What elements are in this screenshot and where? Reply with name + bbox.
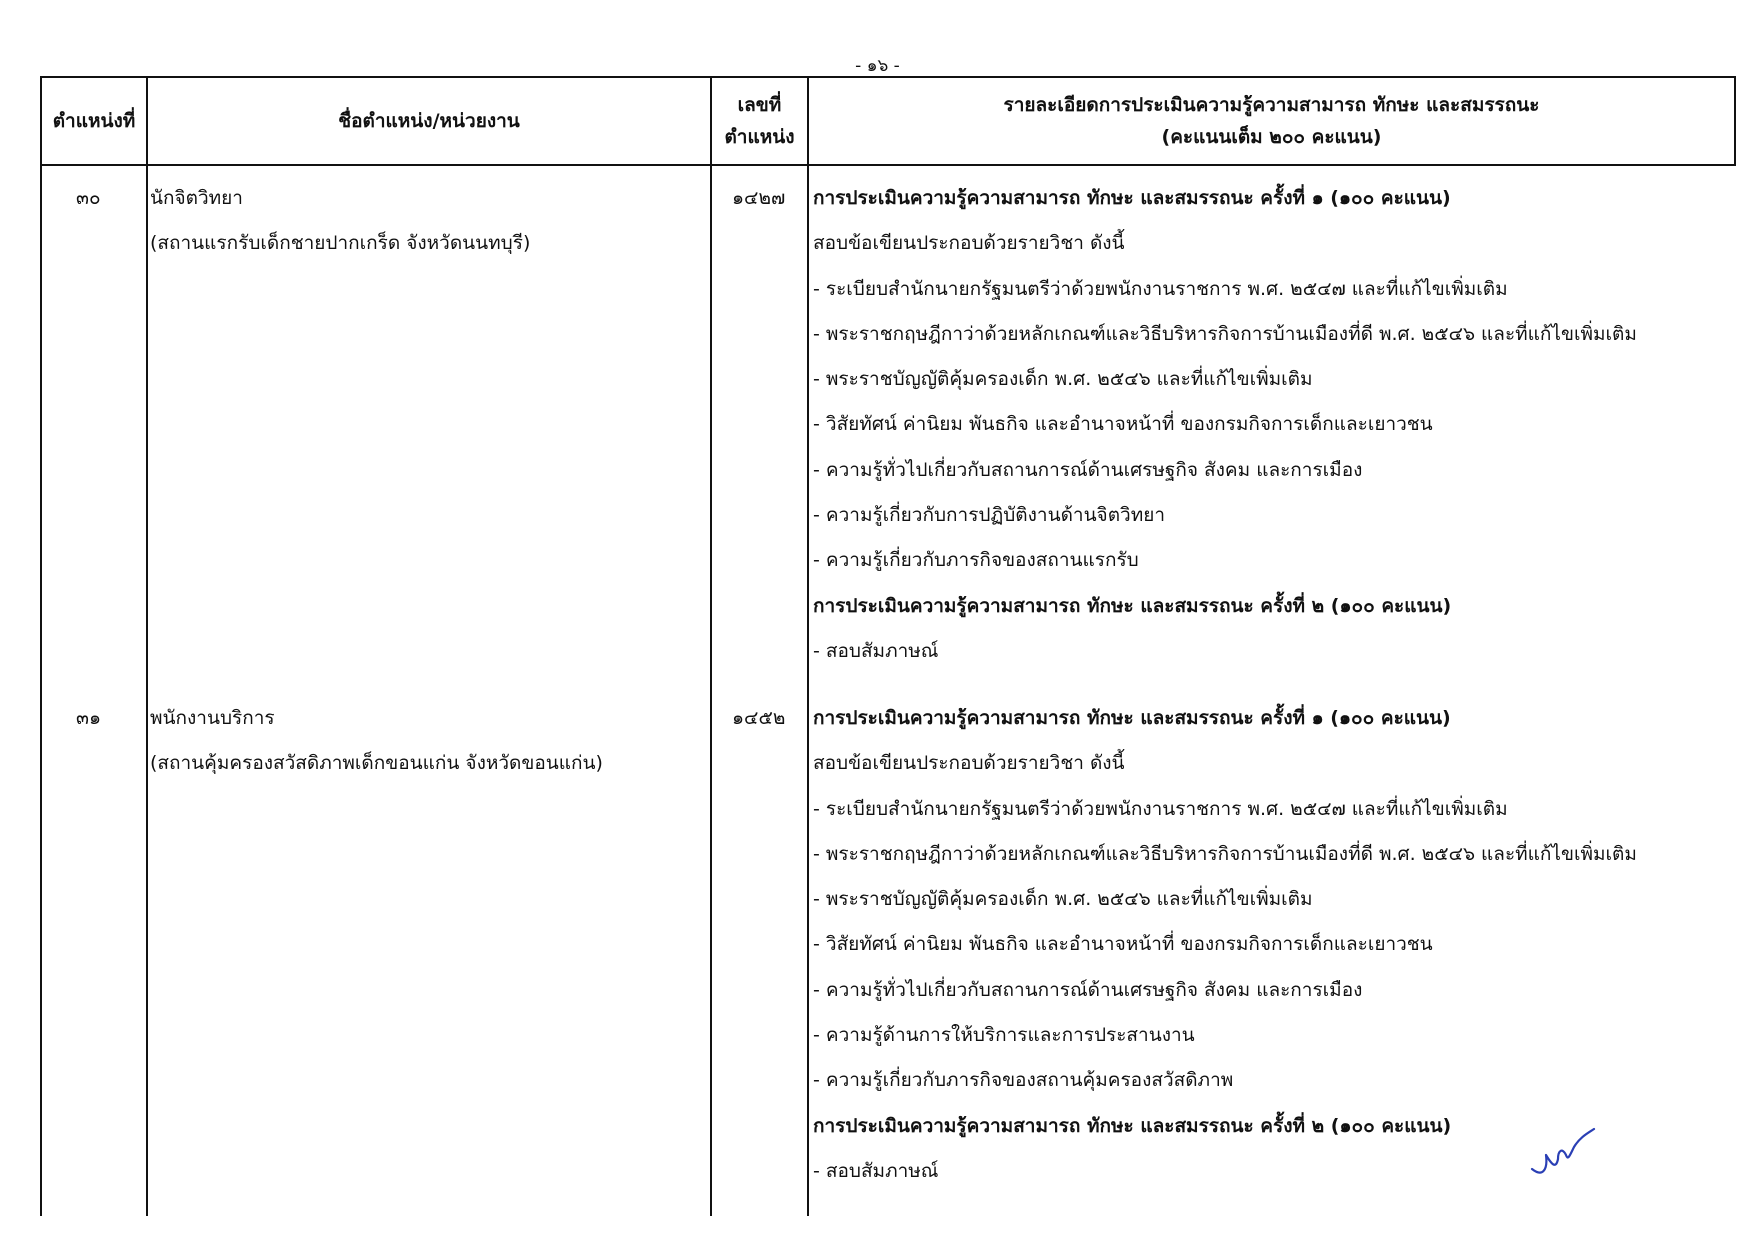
header-number-line1: เลขที่ (737, 94, 782, 116)
row-unit: (สถานแรกรับเด็กชายปากเกร็ด จังหวัดนนทบุรี) (150, 232, 531, 254)
row-title: นักจิตวิทยา (150, 187, 243, 209)
detail-line: - ความรู้ด้านการให้บริการและการประสานงาน (813, 1024, 1195, 1047)
row-number: ๑๔๒๗ (732, 187, 786, 209)
detail-line: - ความรู้เกี่ยวกับภารกิจของสถานแรกรับ (813, 549, 1139, 572)
detail-line: - พระราชกฤษฎีกาว่าด้วยหลักเกณฑ์และวิธีบริหารกิจการบ้านเมืองที่ดี พ.ศ. ๒๕๔๖ และที่แก้ไขเพิ่มเติม (813, 322, 1637, 345)
column-divider-3 (807, 76, 809, 1216)
header-detail-line2: (คะแนนเต็ม ๒๐๐ คะแนน) (1161, 126, 1382, 148)
row-title: พนักงานบริการ (150, 707, 275, 729)
detail-line: การประเมินความรู้ความสามารถ ทักษะ และสมรรถนะ ครั้งที่ ๒ (๑๐๐ คะแนน) (813, 1114, 1452, 1137)
detail-line: สอบข้อเขียนประกอบด้วยรายวิชา ดังนี้ (813, 752, 1125, 775)
header-number (712, 78, 807, 164)
row-details (813, 696, 1637, 1194)
detail-line: การประเมินความรู้ความสามารถ ทักษะ และสมรรถนะ ครั้งที่ ๑ (๑๐๐ คะแนน) (813, 187, 1451, 209)
column-divider-1 (146, 76, 148, 1216)
row-unit: (สถานคุ้มครองสวัสดิภาพเด็กขอนแก่น จังหวัดขอนแก่น) (150, 752, 603, 774)
evaluation-table (40, 76, 1736, 1216)
detail-line: การประเมินความรู้ความสามารถ ทักษะ และสมรรถนะ ครั้งที่ ๑ (๑๐๐ คะแนน) (813, 707, 1451, 729)
detail-line: - ความรู้ทั่วไปเกี่ยวกับสถานการณ์ด้านเศรษฐกิจ สังคม และการเมือง (813, 458, 1363, 481)
header-detail (809, 78, 1734, 164)
header-detail-line1: รายละเอียดการประเมินความรู้ความสามารถ ทักษะ และสมรรถนะ (1003, 94, 1540, 116)
header-title: ชื่อตำแหน่ง/หน่วยงาน (338, 110, 520, 132)
detail-line: - ความรู้เกี่ยวกับภารกิจของสถานคุ้มครองสวัสดิภาพ (813, 1069, 1234, 1092)
detail-line: - ระเบียบสำนักนายกรัฐมนตรีว่าด้วยพนักงานราชการ พ.ศ. ๒๕๔๗ และที่แก้ไขเพิ่มเติม (813, 277, 1508, 300)
header-position-no: ตำแหน่งที่ (52, 110, 136, 132)
detail-line: - วิสัยทัศน์ ค่านิยม พันธกิจ และอำนาจหน้าที่ ของกรมกิจการเด็กและเยาวชน (813, 413, 1433, 436)
row-seq: ๓๑ (76, 707, 102, 729)
table-left-border (40, 76, 42, 1216)
detail-line: - ความรู้เกี่ยวกับการปฏิบัติงานด้านจิตวิทยา (813, 504, 1166, 527)
handwritten-initials (1528, 1125, 1598, 1185)
header-number-line2: ตำแหน่ง (724, 126, 795, 148)
detail-line: การประเมินความรู้ความสามารถ ทักษะ และสมรรถนะ ครั้งที่ ๒ (๑๐๐ คะแนน) (813, 594, 1452, 617)
detail-line: - พระราชบัญญัติคุ้มครองเด็ก พ.ศ. ๒๕๔๖ และที่แก้ไขเพิ่มเติม (813, 888, 1313, 911)
detail-line: - สอบสัมภาษณ์ (813, 1159, 939, 1182)
row-number: ๑๔๕๒ (732, 707, 786, 729)
table-right-border (1734, 76, 1736, 166)
header-bottom-border (40, 164, 1736, 166)
detail-line: - ระเบียบสำนักนายกรัฐมนตรีว่าด้วยพนักงานราชการ พ.ศ. ๒๕๔๗ และที่แก้ไขเพิ่มเติม (813, 797, 1508, 820)
detail-line: สอบข้อเขียนประกอบด้วยรายวิชา ดังนี้ (813, 232, 1125, 255)
detail-line: - วิสัยทัศน์ ค่านิยม พันธกิจ และอำนาจหน้าที่ ของกรมกิจการเด็กและเยาวชน (813, 933, 1433, 956)
detail-line: - ความรู้ทั่วไปเกี่ยวกับสถานการณ์ด้านเศรษฐกิจ สังคม และการเมือง (813, 978, 1363, 1001)
column-divider-2 (710, 76, 712, 1216)
row-seq: ๓๐ (76, 187, 101, 209)
row-details (813, 176, 1637, 674)
detail-line: - พระราชบัญญัติคุ้มครองเด็ก พ.ศ. ๒๕๔๖ และที่แก้ไขเพิ่มเติม (813, 368, 1313, 391)
detail-line: - สอบสัมภาษณ์ (813, 639, 939, 662)
page-number: - ๑๖ - (855, 56, 900, 76)
detail-line: - พระราชกฤษฎีกาว่าด้วยหลักเกณฑ์และวิธีบริหารกิจการบ้านเมืองที่ดี พ.ศ. ๒๕๔๖ และที่แก้ไขเพิ่มเติม (813, 842, 1637, 865)
